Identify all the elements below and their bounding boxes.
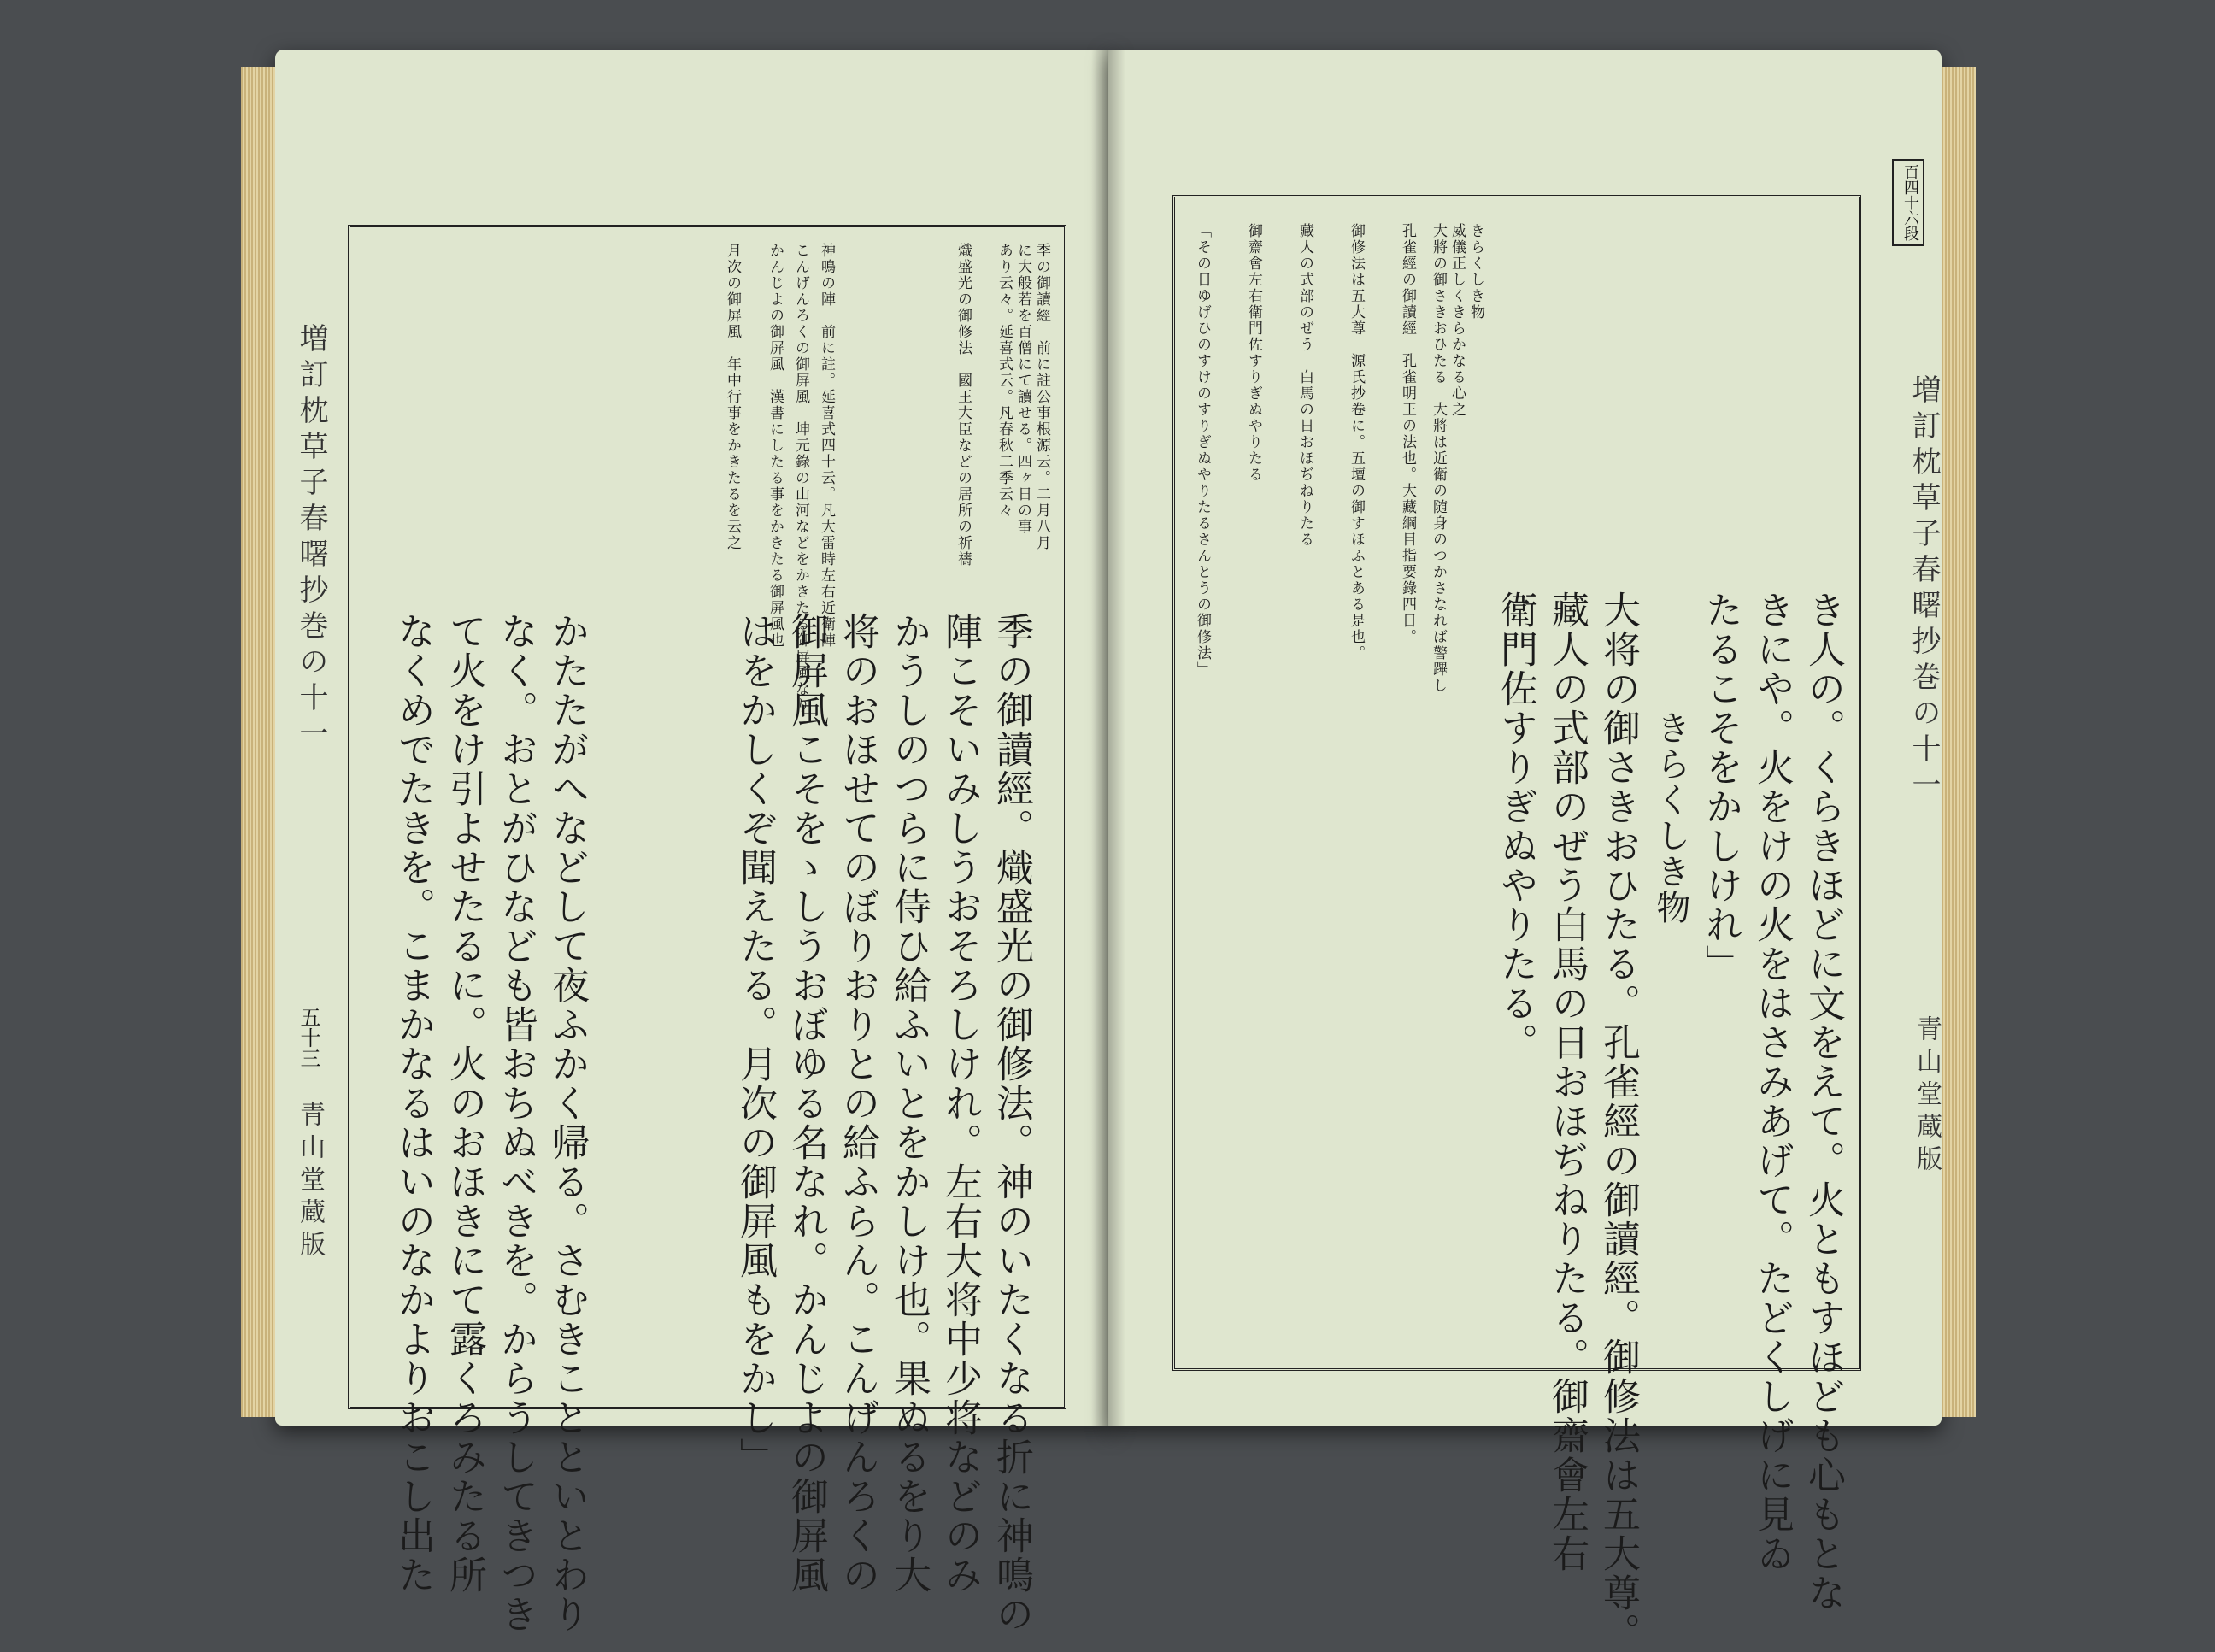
- note-column: に大般若を百僧にて讀せる。四ヶ日の事: [1014, 243, 1031, 535]
- note-column: 「その日ゆげひのすけのすりぎぬやりたるさんとうの御修法」: [1194, 223, 1211, 678]
- main-text-column: たるこそをかしけれ」: [1699, 591, 1742, 984]
- note-column: 御齋會左右衛門佐すりぎぬやりたる: [1245, 223, 1262, 483]
- main-text-column: 御屏風こそをゝしうおぼゆる名なれ。かんじよの御屏風: [784, 612, 828, 1595]
- note-column: あり云々。延喜式云。凡春秋二季云々: [996, 243, 1013, 519]
- main-text-column: なくめでたきを。こまかなるはいのなかよりおこし出た: [391, 612, 435, 1595]
- left-page-number: 五十三: [297, 1007, 320, 1068]
- left-page: [275, 50, 1113, 1634]
- right-publisher: 青山堂蔵版: [1912, 1015, 1942, 1178]
- note-column: 月次の御屏風 年中行事をかきたるを云之: [724, 243, 741, 551]
- note-column: 熾盛光の御修法 國王大臣などの居所の祈禱: [955, 243, 972, 567]
- main-text-column: はをかしくぞ聞えたる。月次の御屏風もをかし」: [733, 612, 777, 1477]
- note-column: かんじよの御屏風 漢書にしたる事をかきたる御屏風也: [767, 243, 784, 649]
- note-column: 威儀正しくきらかなる心之: [1448, 223, 1466, 418]
- right-page: [1108, 50, 1942, 1652]
- main-text-column: きにや。火をけの火をはさみあげて。たどくしげに見ゐ: [1750, 591, 1794, 1573]
- note-column: 神鳴の陣 前に註。延喜式四十云。凡大雷時左右近衛陣: [818, 243, 835, 649]
- main-text-column: なく。おとがひなども皆おちぬべきを。からうしてきつき: [494, 612, 538, 1634]
- note-column: 藏人の式部のぜう 白馬の日おほぢねりたる: [1296, 223, 1313, 548]
- right-margin-header: 増訂枕草子春曙抄巻の十一: [1907, 374, 1941, 805]
- main-text-column: 季の御讀經。熾盛光の御修法。神のいたくなる折に神鳴の: [990, 612, 1033, 1634]
- main-text-column: 藏人の式部のぜう白馬の日おほぢねりたる。御齋會左右: [1545, 591, 1589, 1573]
- left-text-frame: [348, 225, 1066, 1634]
- note-column: 孔雀經の御讀經 孔雀明王の法也。大藏綱目指要錄四日。: [1399, 223, 1416, 645]
- left-publisher: 青山堂蔵版: [295, 1101, 325, 1263]
- note-column: 季の御讀經 前に註公事根源云。二月八月: [1033, 243, 1050, 551]
- note-column: こんげんろくの御屏風 坤元錄の山河などをかきたる御屏風なり: [792, 243, 809, 714]
- note-column: きらくしき物: [1467, 223, 1484, 320]
- left-margin-header: 増訂枕草子春曙抄巻の十一: [294, 323, 328, 754]
- main-text-column: かうしのつらに侍ひ給ふいとをかしけ也。果ぬるをり大: [887, 612, 931, 1595]
- main-text-column: て火をけ引よせたるに。火のおほきにて露くろみたる所: [443, 612, 486, 1595]
- book-gutter: [1091, 50, 1125, 1426]
- main-text-column: 衛門佐すりぎぬやりたる。: [1494, 591, 1537, 1062]
- left-page-edge: [241, 67, 275, 1417]
- note-column: 御修法は五大尊 源氏抄卷に。五壇の御すほふとある是也。: [1348, 223, 1365, 661]
- right-text-frame: [1172, 195, 1861, 1652]
- note-column: 大將の御さきおひたる 大將は近衛の随身のつかさなれば警蹕し: [1430, 223, 1447, 694]
- main-text-column: 陣こそいみしうおそろしけれ。左右大将中少将などのみ: [938, 612, 982, 1595]
- section-heading: きらくしき物: [1651, 710, 1690, 926]
- section-label: 百四十六段: [1892, 159, 1924, 246]
- main-text-column: 将のおほせてのぼりおりとの給ふらん。こんげんろくの: [836, 612, 879, 1595]
- main-text-column: 大将の御さきおひたる。孔雀經の御讀經。御修法は五大尊。: [1596, 591, 1640, 1652]
- main-text-column: き人の。くらきほどに文をえて。火ともすほども心もとな: [1801, 591, 1845, 1613]
- main-text-column: かたたがへなどして夜ふかく帰る。さむきことといとわり: [545, 612, 589, 1634]
- open-book: [275, 50, 1942, 1652]
- right-page-edge: [1942, 67, 1976, 1417]
